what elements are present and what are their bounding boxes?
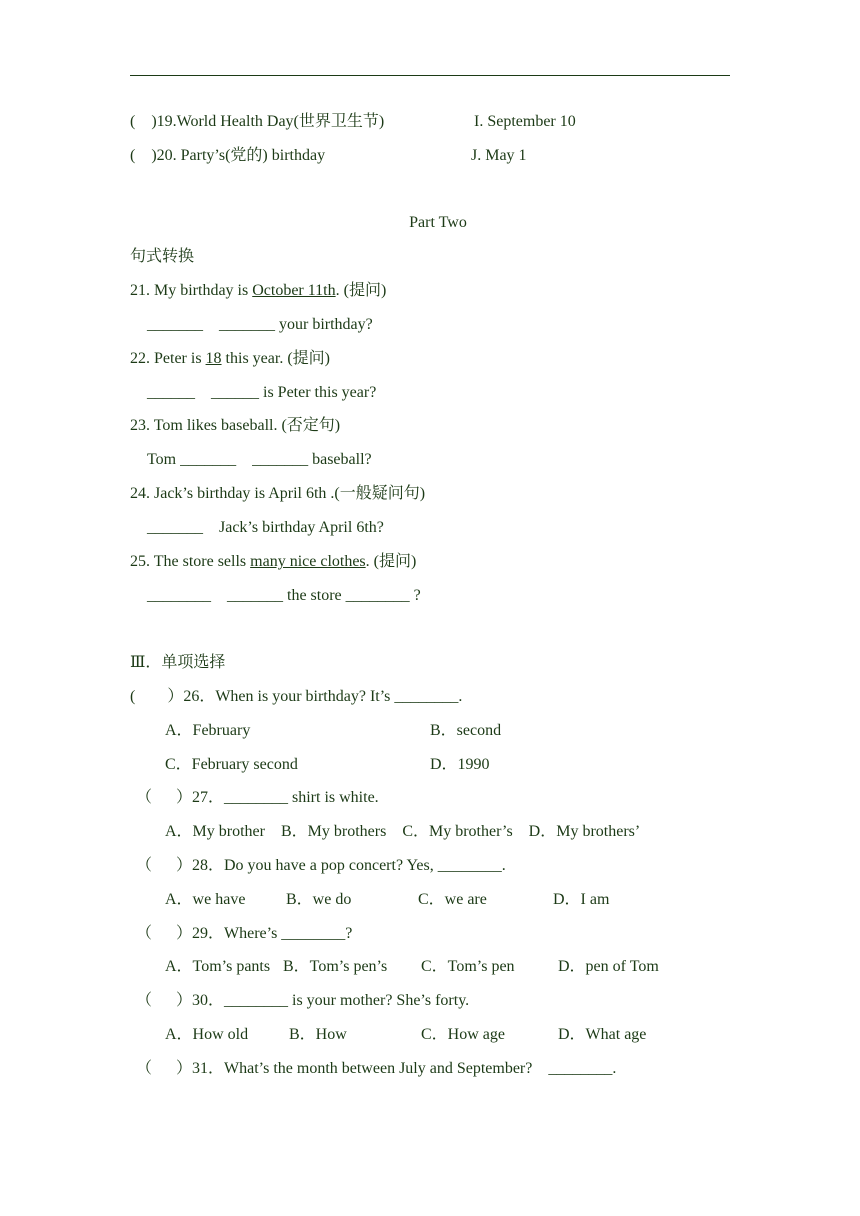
q30-option-c: C．How age: [421, 1026, 505, 1043]
q28-option-b: B．we do: [286, 891, 352, 908]
section-heading-transform: 句式转换: [130, 248, 195, 265]
part-two-title: Part Two: [409, 214, 467, 231]
q29-stem: （ ）29．Where’s ________?: [136, 925, 353, 942]
q30-stem: （ ）30．________ is your mother? She’s forty.: [136, 992, 470, 1009]
q26-stem: ( ）26．When is your birthday? It’s ________.: [130, 688, 463, 705]
q23: 23. Tom likes baseball. (否定句): [130, 417, 341, 434]
q24-answer: _______ Jack’s birthday April 6th?: [147, 519, 384, 536]
q28-stem: （ ）28．Do you have a pop concert? Yes, ________.: [136, 857, 506, 874]
q25: 25. The store sells many nice clothes. (提问): [130, 553, 417, 570]
q24: 24. Jack’s birthday is April 6th .(一般疑问句): [130, 485, 426, 502]
q21: 21. My birthday is October 11th. (提问): [130, 282, 387, 299]
q20-left: ( )20. Party’s(党的) birthday: [130, 147, 326, 164]
q29-option-d: D．pen of Tom: [558, 958, 659, 975]
q26-option-c: C．February second: [165, 756, 298, 773]
q28-option-d: D．I am: [553, 891, 610, 908]
q19-left: ( )19.World Health Day(世界卫生节): [130, 113, 385, 130]
q30-option-d: D．What age: [558, 1026, 647, 1043]
q23-answer: Tom _______ _______ baseball?: [147, 451, 372, 468]
q26-option-a: A．February: [165, 722, 251, 739]
q22: 22. Peter is 18 this year. (提问): [130, 350, 330, 367]
q21-answer: _______ _______ your birthday?: [147, 316, 373, 333]
q26-option-d: D．1990: [430, 756, 490, 773]
q31-stem: （ ）31．What’s the month between July and September? ________.: [136, 1060, 617, 1077]
header-rule: [130, 75, 730, 76]
q29-option-b: B．Tom’s pen’s: [283, 958, 388, 975]
q20-right: J. May 1: [471, 147, 527, 164]
q28-option-a: A．we have: [165, 891, 246, 908]
section-heading-choice: Ⅲ．单项选择: [130, 654, 226, 671]
q29-option-a: A．Tom’s pants: [165, 958, 271, 975]
q22-answer: ______ ______ is Peter this year?: [147, 384, 377, 401]
q30-option-b: B．How: [289, 1026, 347, 1043]
q28-option-c: C．we are: [418, 891, 487, 908]
q27-options: A．My brother B．My brothers C．My brother’s D．My brothers’: [165, 823, 641, 840]
q25-answer: ________ _______ the store ________ ?: [147, 587, 421, 604]
q29-option-c: C．Tom’s pen: [421, 958, 515, 975]
q26-option-b: B．second: [430, 722, 502, 739]
q27-stem: （ ）27．________ shirt is white.: [136, 789, 379, 806]
q19-right: I. September 10: [474, 113, 576, 130]
q30-option-a: A．How old: [165, 1026, 249, 1043]
